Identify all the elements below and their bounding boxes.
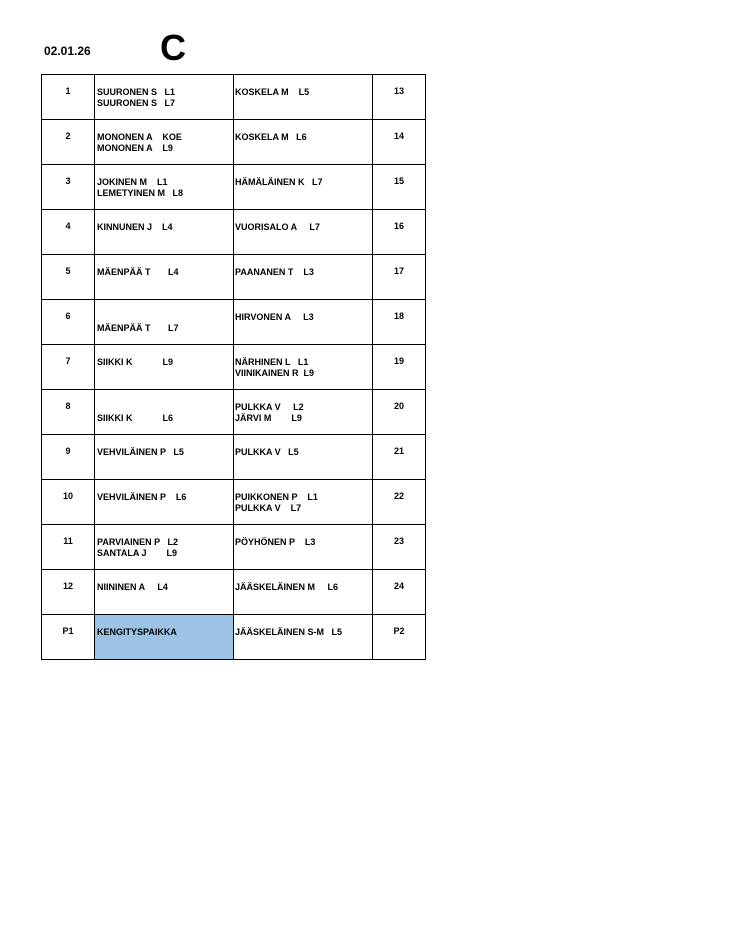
section-letter: C [160, 27, 186, 68]
stall-occupants-left [95, 120, 234, 165]
stall-row [42, 255, 426, 300]
stall-occupants-right [234, 615, 373, 660]
horse-entry: VEHVILÄINEN P L5 [97, 447, 184, 457]
stall-number-left-label: 4 [65, 221, 71, 231]
stall-number-right [373, 210, 426, 255]
horse-entry: PÖYHÖNEN P L3 [235, 537, 316, 547]
stall-number-right-label: 17 [393, 266, 404, 276]
horse-entry: PUIKKONEN P L1 [235, 492, 318, 502]
stall-occupants-right [234, 570, 373, 615]
stall-number-right [373, 525, 426, 570]
stall-occupants-right [234, 210, 373, 255]
stall-number-left-label: 12 [62, 581, 73, 591]
stall-number-right [373, 570, 426, 615]
stall-row [42, 525, 426, 570]
stall-occupants-right [234, 480, 373, 525]
stall-number-left-label: 2 [65, 131, 71, 141]
stall-occupants-left [95, 255, 234, 300]
horse-entry: SIIKKI K L6 [97, 413, 174, 423]
stall-number-left [42, 435, 95, 480]
stall-number-left-label: 8 [65, 401, 71, 411]
stall-number-left [42, 255, 95, 300]
stall-number-right-label: 13 [393, 86, 404, 96]
stall-number-right-label: 16 [393, 221, 404, 231]
stall-number-left-label: 9 [65, 446, 71, 456]
stall-number-right-label: 19 [393, 356, 404, 366]
stall-row [42, 435, 426, 480]
horse-entry: KENGITYSPAIKKA [97, 627, 177, 637]
stall-number-left [42, 120, 95, 165]
stall-number-right [373, 480, 426, 525]
stall-occupants-left [95, 525, 234, 570]
stall-row [42, 345, 426, 390]
stall-row [42, 300, 426, 345]
stall-occupants-right [234, 120, 373, 165]
horse-entry: MÄENPÄÄ T L7 [97, 323, 179, 333]
horse-entry: KINNUNEN J L4 [97, 222, 173, 232]
horse-entry: PULKKA V L5 [235, 447, 299, 457]
stall-row [42, 165, 426, 210]
stall-occupants-left [95, 165, 234, 210]
stall-row [42, 120, 426, 165]
horse-entry: LEMETYINEN M L8 [97, 188, 184, 198]
horse-entry: PULKKA V L2 [235, 402, 304, 412]
horse-entry: SANTALA J L9 [97, 548, 178, 558]
stall-number-right-label: P2 [393, 626, 405, 636]
stall-number-right [373, 345, 426, 390]
stall-number-left [42, 615, 95, 660]
stall-occupants-left [95, 300, 234, 345]
stall-number-left-label: P1 [62, 626, 74, 636]
horse-entry: PULKKA V L7 [235, 503, 302, 513]
stall-occupants-left [95, 390, 234, 435]
stall-number-right-label: 14 [393, 131, 404, 141]
stall-occupants-left [95, 480, 234, 525]
stall-number-left-label: 10 [62, 491, 73, 501]
stall-number-right-label: 24 [393, 581, 404, 591]
stall-row [42, 480, 426, 525]
stall-row [42, 75, 426, 120]
horse-entry: HÄMÄLÄINEN K L7 [235, 177, 323, 187]
stall-number-right [373, 75, 426, 120]
stall-number-right-label: 23 [393, 536, 404, 546]
stall-number-left [42, 480, 95, 525]
stall-number-right [373, 390, 426, 435]
horse-entry: PARVIAINEN P L2 [97, 537, 179, 547]
horse-entry: KOSKELA M L6 [235, 132, 307, 142]
stall-number-right-label: 20 [393, 401, 404, 411]
stall-number-left [42, 300, 95, 345]
stall-number-right-label: 15 [393, 176, 404, 186]
horse-entry: SUURONEN S L1 [97, 87, 176, 97]
stall-occupants-right [234, 165, 373, 210]
stall-occupants-right [234, 435, 373, 480]
stall-number-right [373, 300, 426, 345]
horse-entry: NIININEN A L4 [97, 582, 168, 592]
stall-row [42, 210, 426, 255]
stall-table-body [42, 75, 426, 660]
horse-entry: VEHVILÄINEN P L6 [97, 492, 187, 502]
horse-entry: SIIKKI K L9 [97, 357, 174, 367]
stall-number-right-label: 21 [393, 446, 404, 456]
horse-entry: JÄÄSKELÄINEN M L6 [235, 582, 339, 592]
stall-number-left-label: 6 [65, 311, 71, 321]
horse-entry: KOSKELA M L5 [235, 87, 310, 97]
stall-occupants-right [234, 75, 373, 120]
horse-entry: VIINIKAINEN R L9 [235, 368, 315, 378]
stall-occupants-left [95, 210, 234, 255]
stall-occupants-right [234, 390, 373, 435]
horse-entry: MÄENPÄÄ T L4 [97, 267, 179, 277]
stall-number-left-label: 11 [63, 536, 73, 546]
stall-number-right [373, 255, 426, 300]
stall-number-left [42, 570, 95, 615]
stall-number-left [42, 525, 95, 570]
horse-entry: MONONEN A L9 [97, 143, 173, 153]
stall-occupants-right [234, 525, 373, 570]
stall-occupants-right [234, 300, 373, 345]
horse-entry: VUORISALO A L7 [235, 222, 320, 232]
stall-number-right [373, 120, 426, 165]
stall-number-right [373, 165, 426, 210]
horse-entry: JÄÄSKELÄINEN S-M L5 [235, 627, 343, 637]
horse-entry: SUURONEN S L7 [97, 98, 176, 108]
stall-occupants-left [95, 75, 234, 120]
stall-row [42, 570, 426, 615]
stall-number-left-label: 3 [65, 176, 71, 186]
stall-occupants-right [234, 255, 373, 300]
horse-entry: HIRVONEN A L3 [235, 312, 314, 322]
stall-number-right [373, 435, 426, 480]
stall-number-left-label: 5 [65, 266, 71, 276]
stall-number-left-label: 7 [65, 356, 71, 366]
horse-entry: JÄRVI M L9 [235, 413, 302, 423]
stall-table [41, 74, 426, 660]
schedule-date: 02.01.26 [44, 44, 91, 58]
stall-number-right-label: 18 [393, 311, 404, 321]
stall-row [42, 390, 426, 435]
stall-occupants-left [95, 615, 234, 660]
stall-occupants-left [95, 570, 234, 615]
stall-number-left [42, 165, 95, 210]
stall-number-left-label: 1 [65, 86, 71, 96]
stall-occupants-left [95, 345, 234, 390]
stall-row [42, 615, 426, 660]
stall-number-left [42, 210, 95, 255]
stall-number-right-label: 22 [393, 491, 404, 501]
stall-occupants-left [95, 435, 234, 480]
stall-number-left [42, 390, 95, 435]
stall-number-left [42, 75, 95, 120]
horse-entry: PAANANEN T L3 [235, 267, 314, 277]
stall-number-right [373, 615, 426, 660]
horse-entry: JOKINEN M L1 [97, 177, 168, 187]
horse-entry: NÄRHINEN L L1 [235, 357, 309, 367]
stall-number-left [42, 345, 95, 390]
stall-occupants-right [234, 345, 373, 390]
horse-entry: MONONEN A KOE [97, 132, 182, 142]
